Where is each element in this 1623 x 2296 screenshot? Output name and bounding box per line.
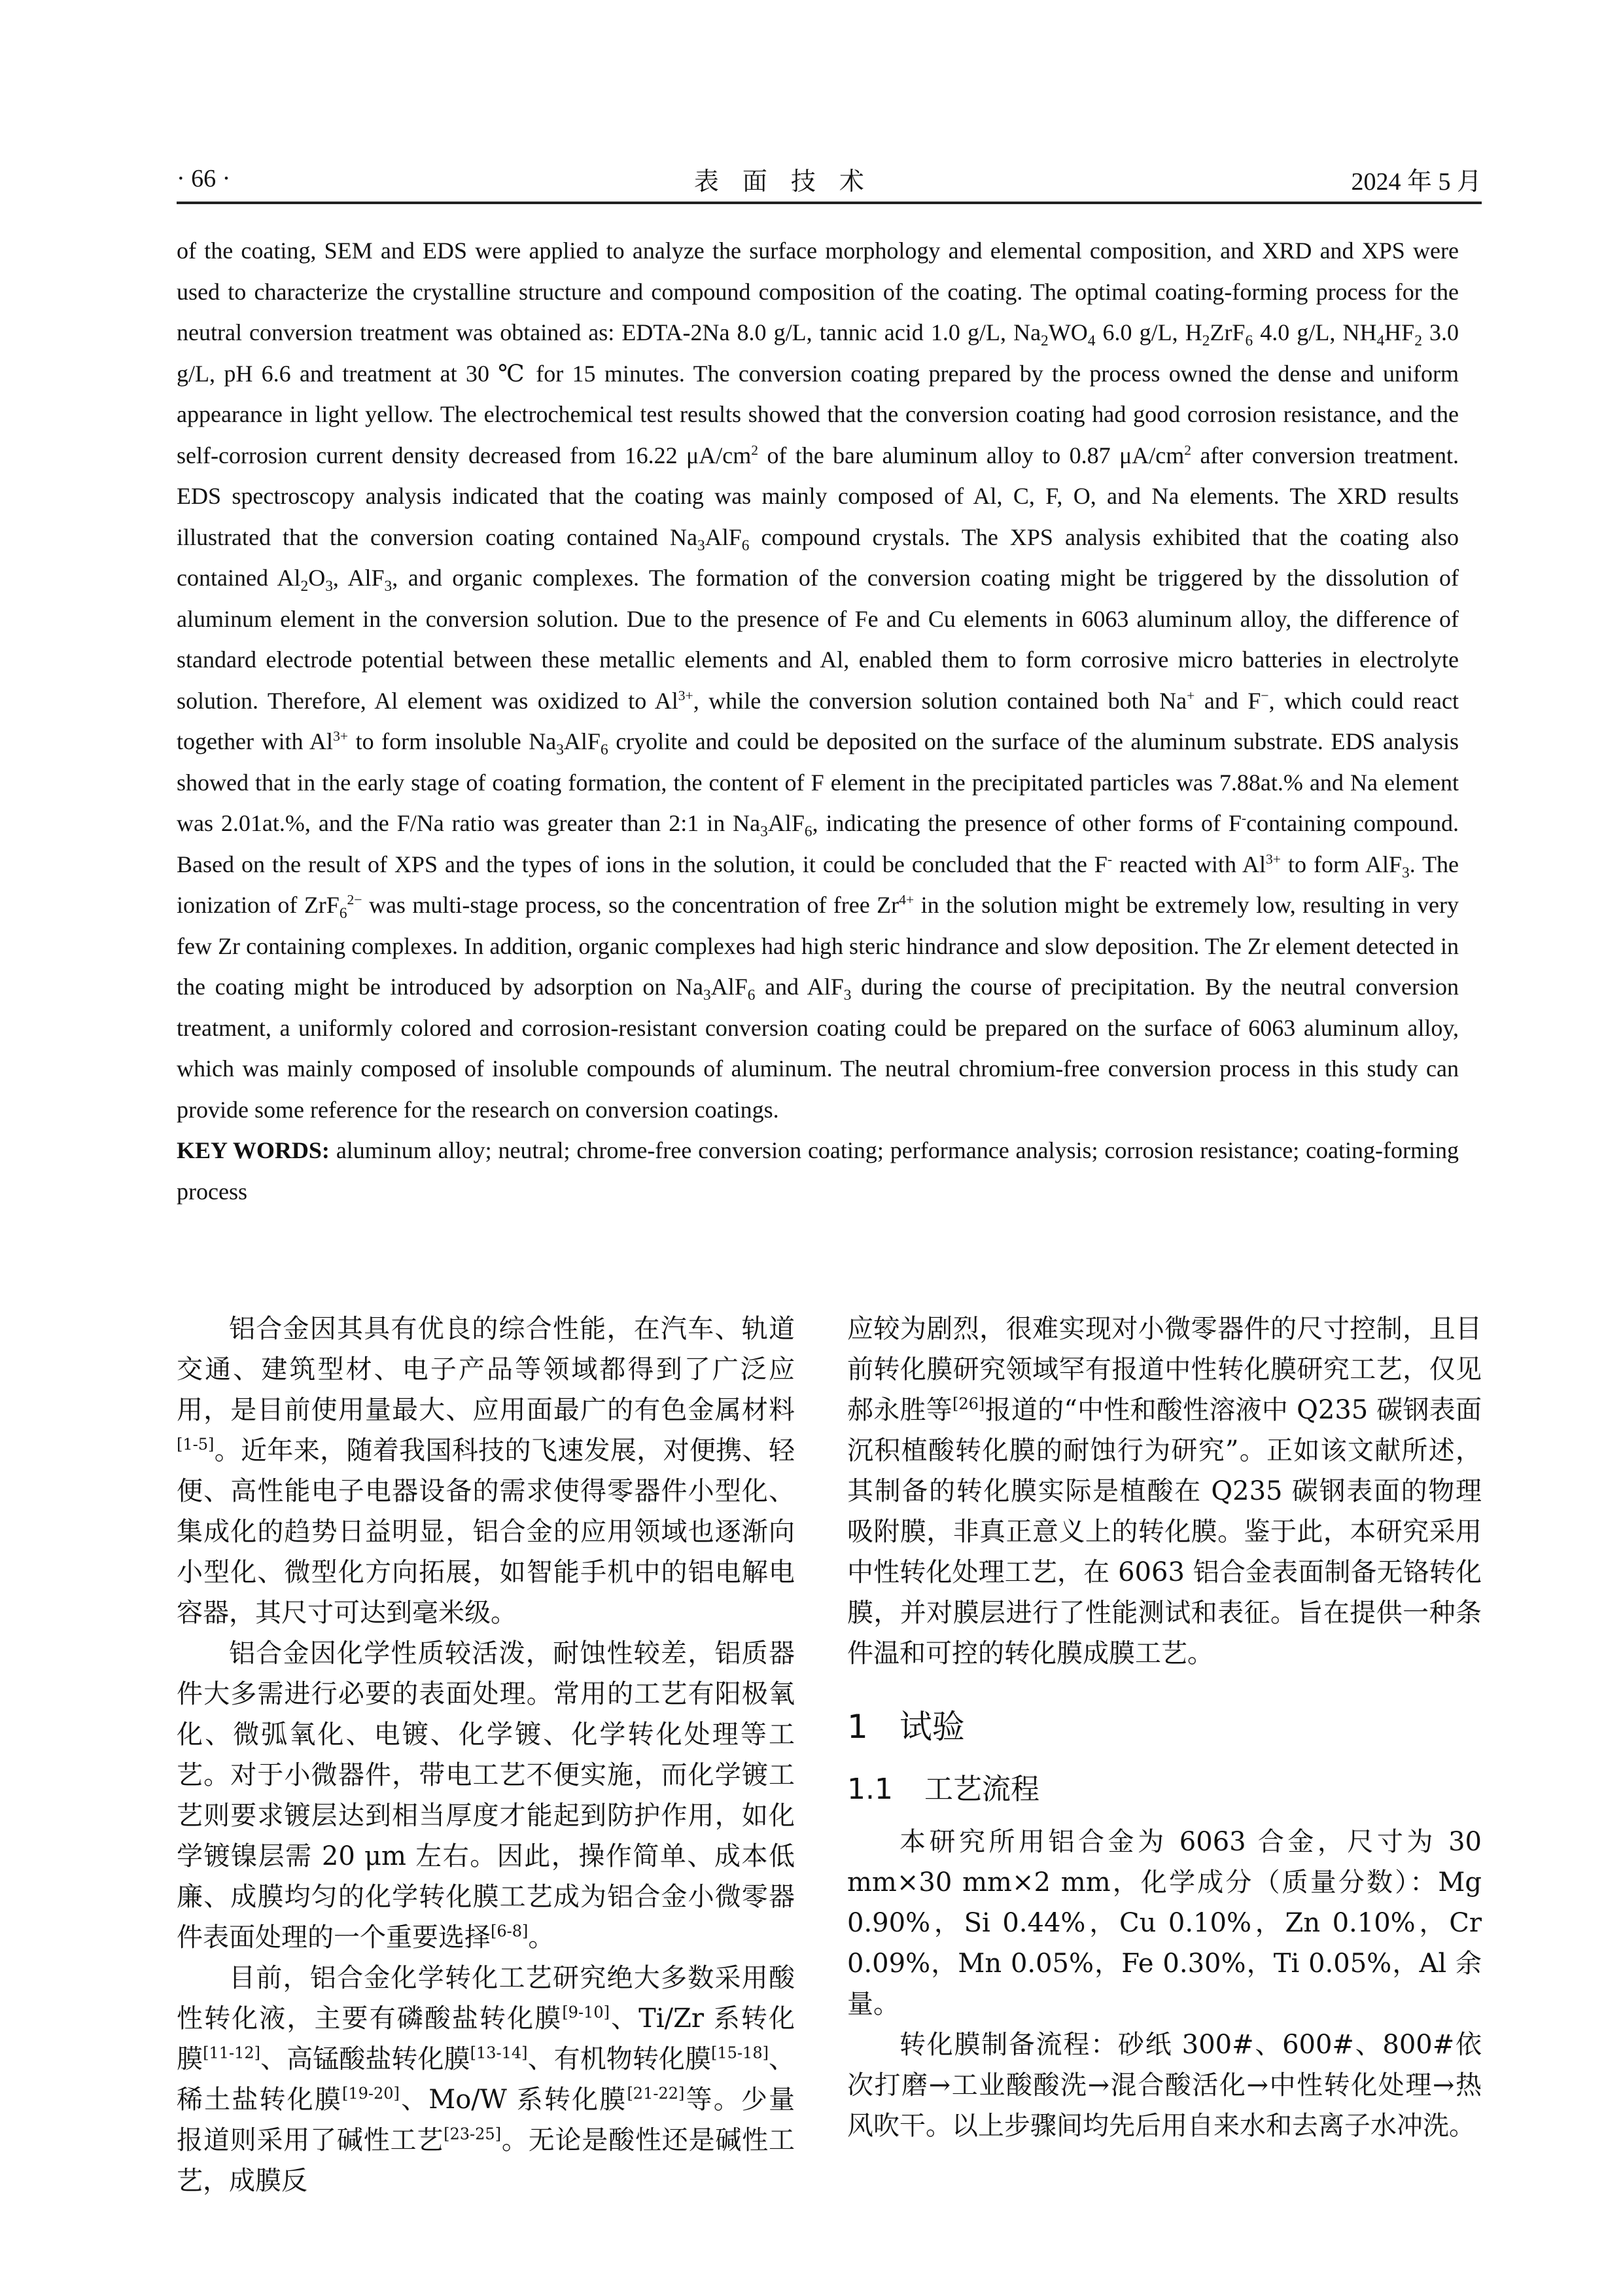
- keywords-text: aluminum alloy; neutral; chrome-free conversion coating; performance analysis; corrosion resistance; coating-forming process: [177, 1137, 1459, 1205]
- english-abstract: [177, 230, 1459, 1212]
- left-column: [177, 1309, 795, 2201]
- issue-date: 2024 年 5 月: [1351, 168, 1482, 196]
- intro-paragraph-3-cont: 应较为剧烈，很难实现对小微零器件的尺寸控制，且目前转化膜研究领域罕有报道中性转化膜研究工艺，仅见郝永胜等[26]报道的“中性和酸性溶液中 Q235 碳钢表面沉积植酸转化膜的耐蚀行为研究”。正如该文献所述，其制备的转化膜实际是植酸在 Q235 碳钢表面的物理吸附膜，非真正意义上的转化膜。鉴于此，本研究采用中性转化处理工艺，在 6063 铝合金表面制备无铬转化膜，并对膜层进行了性能测试和表征。旨在提供一种条件温和可控的转化膜成膜工艺。: [847, 1314, 1482, 1669]
- page-number: · 66 ·: [177, 165, 231, 192]
- journal-title: 表面技术: [693, 166, 888, 196]
- method-paragraph-1: 本研究所用铝合金为 6063 合金，尺寸为 30 mm×30 mm×2 mm，化学成分（质量分数）：Mg 0.90%，Si 0.44%，Cu 0.10%，Zn 0.10%，Cr 0.09%，Mn 0.05%，Fe 0.30%，Ti 0.05%，Al 余量。: [847, 1827, 1482, 2019]
- intro-paragraph-3: 目前，铝合金化学转化工艺研究绝大多数采用酸性转化液，主要有磷酸盐转化膜[9-10]、Ti/Zr 系转化膜[11-12]、高锰酸盐转化膜[13-14]、有机物转化膜[15-18]、稀土盐转化膜[19-20]、Mo/W 系转化膜[21-22]等。少量报道则采用了碱性工艺[23-25]。无论是酸性还是碱性工艺，成膜反: [177, 1963, 795, 2196]
- intro-paragraph-1: 铝合金因其具有优良的综合性能，在汽车、轨道交通、建筑型材、电子产品等领域都得到了广泛应用，是目前使用量最大、应用面最广的有色金属材料[1-5]。近年来，随着我国科技的飞速发展，对便携、轻便、高性能电子电器设备的需求使得零器件小型化、集成化的趋势日益明显，铝合金的应用领域也逐渐向小型化、微型化方向拓展，如智能手机中的铝电解电容器，其尺寸可达到毫米级。: [177, 1314, 795, 1628]
- keywords: [177, 1130, 1459, 1212]
- keywords-label: KEY WORDS:: [177, 1137, 330, 1163]
- section-heading-1: 1 试验: [847, 1708, 965, 1746]
- intro-paragraph-2: 铝合金因化学性质较活泼，耐蚀性较差，铝质器件大多需进行必要的表面处理。常用的工艺有阳极氧化、微弧氧化、电镀、化学镀、化学转化处理等工艺。对于小微器件，带电工艺不便实施，而化学镀工艺则要求镀层达到相当厚度才能起到防护作用，如化学镀镍层需 20 μm 左右。因此，操作简单、成本低廉、成膜均匀的化学转化膜工艺成为铝合金小微零器件表面处理的一个重要选择[6-8]。: [177, 1638, 795, 1952]
- right-column: [847, 1309, 1482, 2146]
- method-paragraph-2: 转化膜制备流程：砂纸 300#、600#、800#依次打磨→工业酸酸洗→混合酸活化→中性转化处理→热风吹干。以上步骤间均先后用自来水和去离子水冲洗。: [847, 2030, 1482, 2141]
- section-heading-1-1: 1.1 工艺流程: [847, 1773, 1039, 1806]
- abstract-paragraph: of the coating, SEM and EDS were applied to analyze the surface morphology and elemental composition, and XRD and XPS were used to characterize the crystalline structure and compound composition of the coating. The optimal coating-forming process for the neutral conversion treatment was obtained as: EDTA-2Na 8.0 g/L, tannic acid 1.0 g/L, $Na_2WO_4$ 6.0 g/L, $H_2ZrF_6$ 4.0 g/L, $NH_4HF_2$ 3.0 g/L, pH 6.6 and treatment at 30 ℃ for 15 minutes. The conversion coating prepared by the process owned the dense and uniform appearance in light yellow. The electrochemical test results showed that the conversion coating had good corrosion resistance, and the self-corrosion current density decreased from 16.22 $\mu A/cm^2$ of the bare aluminum alloy to 0.87 $\mu A/cm^2$ after conversion treatment. EDS spectroscopy analysis indicated that the coating was mainly composed of Al, C, F, O, and Na elements. The XRD results illustrated that the conversion coating contained $Na_3AlF_6$ compound crystals. The XPS analysis exhibited that the coating also contained $Al_2O_3$, AlF$_3$, and organic complexes. The formation of the conversion coating might be triggered by the dissolution of aluminum element in the conversion solution. Due to the presence of Fe and Cu elements in 6063 aluminum alloy, the difference of standard electrode potential between these metallic elements and Al, enabled them to form corrosive micro batteries in electrolyte solution. Therefore, Al element was oxidized to $Al^{3+}$, while the conversion solution contained both Na+ and F−, which could react together with $Al^{3+}$ to form insoluble $Na_3AlF_6$ cryolite and could be deposited on the surface of the aluminum substrate. EDS analysis showed that in the early stage of coating formation, the content of F element in the precipitated particles was 7.88at.% and Na element was 2.01at.%, and the F/Na ratio was greater than 2:1 in $Na_3AlF_6$, indicating the presence of other forms of F-containing compound. Based on the result of XPS and the types of ions in the solution, it could be concluded that the F- reacted with $Al^{3+}$ to form AlF$_3$. The ionization of ZrF$_6^{2-}$ was multi-stage process, so the concentration of free $Zr^{4+}$ in the solution might be extremely low, resulting in very few Zr containing complexes. In addition, organic complexes had high steric hindrance and slow deposition. The Zr element detected in the coating might be introduced by adsorption on $Na_3AlF_6$ and AlF$_3$ during the course of precipitation. By the neutral conversion treatment, a uniformly colored and corrosion-resistant conversion coating could be prepared on the surface of 6063 aluminum alloy, which was mainly composed of insoluble compounds of aluminum. The neutral chromium-free conversion process in this study can provide some reference for the research on conversion coatings.: [177, 238, 1459, 1123]
- page-header: [177, 156, 1482, 204]
